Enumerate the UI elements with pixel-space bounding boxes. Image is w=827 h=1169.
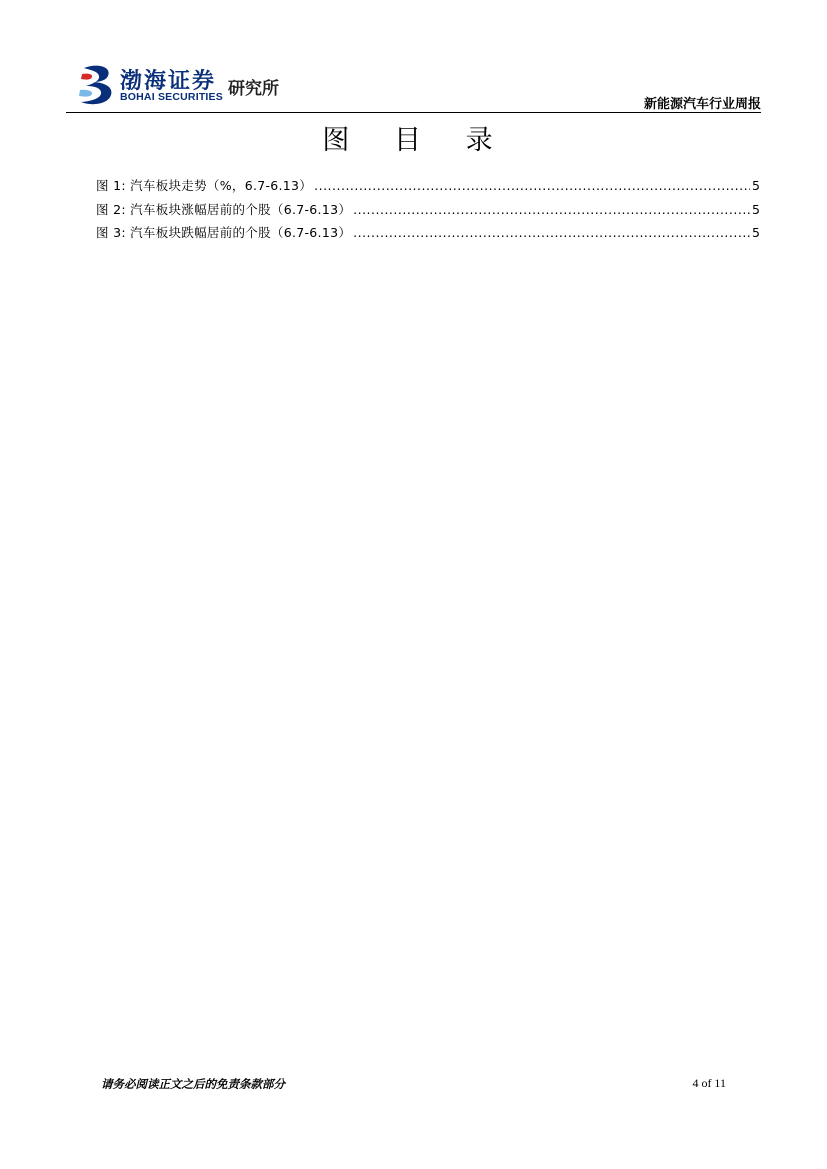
figure-toc bbox=[96, 176, 760, 247]
toc-entry[interactable] bbox=[96, 176, 760, 200]
toc-entry[interactable] bbox=[96, 200, 760, 224]
toc-entry-page: 5 bbox=[752, 178, 760, 193]
toc-entry-label: 图 1: 汽车板块走势（%，6.7-6.13） bbox=[96, 178, 313, 193]
company-logo bbox=[78, 64, 308, 108]
toc-entry-label: 图 2: 汽车板块涨幅居前的个股（6.7-6.13） bbox=[96, 201, 352, 217]
footer-disclaimer: 请务必阅读正文之后的免责条款部分 bbox=[101, 1077, 285, 1091]
report-category: 新能源汽车行业周报 bbox=[643, 97, 761, 112]
toc-leader-dots bbox=[353, 202, 750, 217]
logo-english-name: BOHAI SECURITIES bbox=[120, 91, 223, 103]
toc-leader-dots bbox=[314, 178, 750, 193]
logo-chinese-name: 渤海证券 bbox=[120, 68, 217, 94]
toc-title: 图 目 录 bbox=[322, 125, 511, 156]
toc-leader-dots bbox=[353, 225, 750, 240]
bohai-securities-logo-icon bbox=[78, 64, 116, 106]
toc-entry-page: 5 bbox=[752, 201, 760, 217]
page-number: 4 of 11 bbox=[692, 1076, 726, 1090]
toc-entry[interactable] bbox=[96, 223, 760, 247]
header-divider bbox=[66, 112, 761, 113]
toc-entry-page: 5 bbox=[752, 225, 760, 240]
institute-label: 研究所 bbox=[228, 79, 279, 99]
toc-entry-label: 图 3: 汽车板块跌幅居前的个股（6.7-6.13） bbox=[96, 225, 352, 240]
